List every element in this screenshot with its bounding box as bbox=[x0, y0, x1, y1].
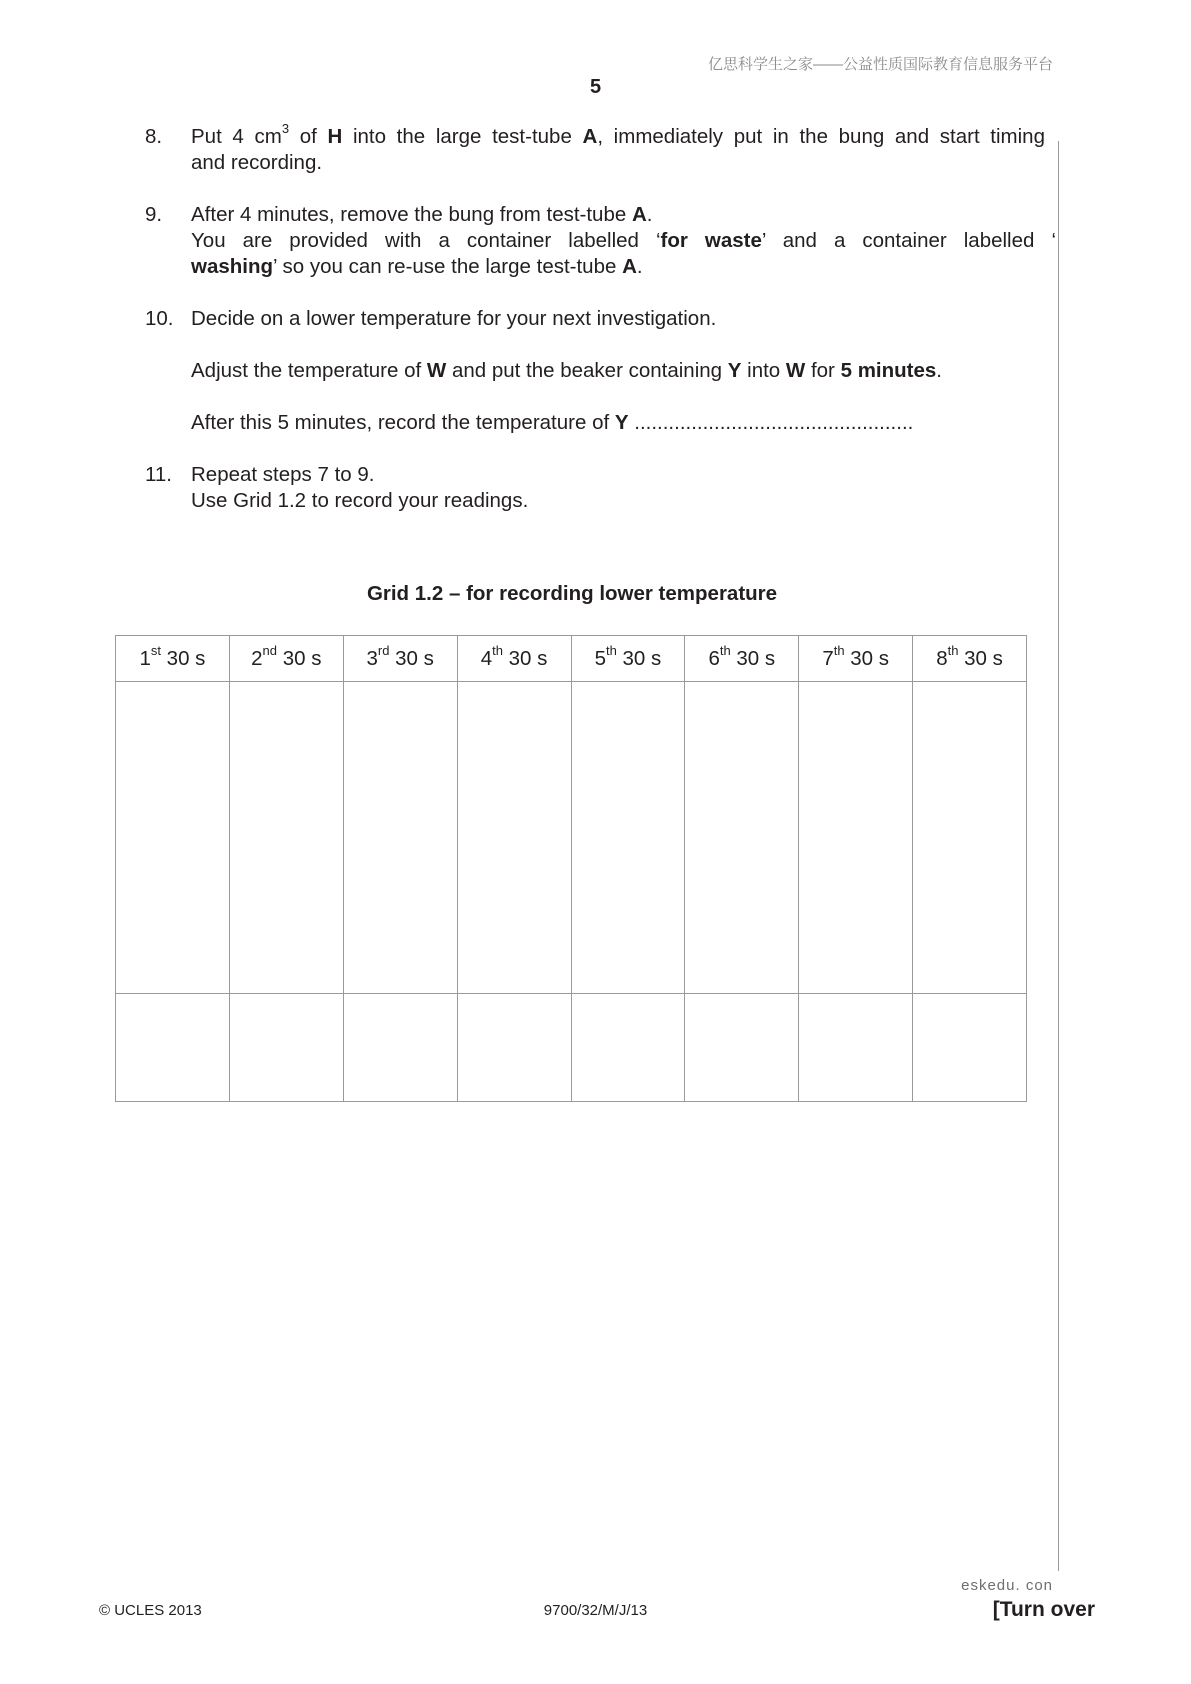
grid-cell[interactable] bbox=[913, 682, 1027, 994]
grid-cell[interactable] bbox=[571, 994, 685, 1102]
bold-text: washing bbox=[191, 255, 274, 278]
text: After this 5 minutes, record the temperature of bbox=[191, 411, 615, 434]
text: . bbox=[636, 255, 643, 278]
step-line: and recording. bbox=[191, 151, 323, 174]
text: into bbox=[741, 359, 786, 382]
bold-text: H bbox=[327, 125, 343, 148]
grid-cell[interactable] bbox=[913, 994, 1027, 1102]
grid-cell[interactable] bbox=[571, 682, 685, 994]
grid-drawing-row bbox=[116, 682, 1027, 994]
text: , immediately put in the bung and start timing bbox=[597, 125, 1045, 148]
step-line: Decide on a lower temperature for your next investigation. bbox=[191, 307, 717, 330]
step-number: 9. bbox=[145, 203, 163, 226]
grid-cell[interactable] bbox=[685, 994, 799, 1102]
grid-cell[interactable] bbox=[343, 994, 457, 1102]
grid-cell[interactable] bbox=[343, 682, 457, 994]
footer-url: eskedu. con bbox=[961, 1577, 1053, 1594]
header-site-note: 亿思科学生之家——公益性质国际教育信息服务平台 bbox=[707, 56, 1053, 73]
step-9 bbox=[145, 202, 1057, 280]
step-11 bbox=[145, 462, 1045, 514]
column-header: 7th 30 s bbox=[799, 636, 913, 682]
column-header: 1st 30 s bbox=[116, 636, 230, 682]
text: of bbox=[289, 125, 328, 148]
footer-paper-code: 9700/32/M/J/13 bbox=[543, 1602, 648, 1619]
grid-header-row bbox=[116, 636, 1027, 682]
grid-cell[interactable] bbox=[457, 682, 571, 994]
step-line bbox=[191, 228, 1056, 254]
bold-text: for waste bbox=[660, 229, 762, 252]
margin-line bbox=[1058, 141, 1059, 1571]
step-body bbox=[191, 121, 1045, 176]
grid-cell[interactable] bbox=[799, 994, 913, 1102]
turn-over-label: [Turn over bbox=[992, 1598, 1095, 1621]
bold-text: 5 minutes bbox=[840, 359, 937, 382]
answer-dots[interactable]: ................................................. bbox=[628, 411, 914, 434]
recording-grid bbox=[115, 635, 1027, 1102]
column-header: 3rd 30 s bbox=[343, 636, 457, 682]
bold-text: A bbox=[582, 125, 598, 148]
bold-text: A bbox=[622, 255, 637, 278]
superscript: 3 bbox=[281, 121, 290, 137]
step-body bbox=[191, 306, 1045, 436]
column-header: 8th 30 s bbox=[913, 636, 1027, 682]
column-header: 6th 30 s bbox=[685, 636, 799, 682]
text: . bbox=[646, 203, 653, 226]
text: Adjust the temperature of bbox=[191, 359, 427, 382]
step-line bbox=[191, 202, 1056, 228]
page-number: 5 bbox=[589, 76, 602, 98]
text: and put the beaker containing bbox=[446, 359, 728, 382]
grid-cell[interactable] bbox=[229, 994, 343, 1102]
footer-copyright: © UCLES 2013 bbox=[99, 1602, 202, 1619]
bold-text: Y bbox=[727, 359, 742, 382]
column-header: 2nd 30 s bbox=[229, 636, 343, 682]
step-body bbox=[191, 202, 1056, 280]
step-line: Use Grid 1.2 to record your readings. bbox=[191, 489, 529, 512]
grid-title: Grid 1.2 – for recording lower temperature bbox=[366, 582, 778, 605]
text: . bbox=[936, 359, 942, 382]
step-8 bbox=[145, 121, 1045, 176]
bold-text: W bbox=[785, 359, 806, 382]
column-header: 5th 30 s bbox=[571, 636, 685, 682]
grid-cell[interactable] bbox=[116, 994, 230, 1102]
step-number: 11. bbox=[145, 463, 172, 486]
text: ’ and a container labelled ‘ bbox=[761, 229, 1057, 252]
step-10 bbox=[145, 306, 1045, 436]
text: for bbox=[805, 359, 841, 382]
text: Put 4 cm bbox=[191, 125, 282, 148]
grid-result-row bbox=[116, 994, 1027, 1102]
grid-cell[interactable] bbox=[685, 682, 799, 994]
grid-cell[interactable] bbox=[799, 682, 913, 994]
step-line: Repeat steps 7 to 9. bbox=[191, 463, 375, 486]
temperature-record-line[interactable] bbox=[191, 410, 1045, 436]
text: After 4 minutes, remove the bung from test-tube bbox=[191, 203, 632, 226]
text: into the large test-tube bbox=[342, 125, 583, 148]
grid-cell[interactable] bbox=[229, 682, 343, 994]
step-number: 8. bbox=[145, 125, 163, 148]
step-line bbox=[191, 358, 1045, 384]
step-body bbox=[191, 462, 1045, 514]
bold-text: A bbox=[631, 203, 647, 226]
grid-cell[interactable] bbox=[116, 682, 230, 994]
text: You are provided with a container labelled ‘ bbox=[191, 229, 661, 252]
step-line bbox=[191, 254, 1056, 280]
step-line bbox=[191, 121, 1045, 150]
column-header: 4th 30 s bbox=[457, 636, 571, 682]
instruction-steps bbox=[145, 121, 1057, 514]
step-number: 10. bbox=[145, 307, 174, 330]
bold-text: W bbox=[426, 359, 447, 382]
text: ’ so you can re-use the large test-tube bbox=[273, 255, 623, 278]
bold-text: Y bbox=[614, 411, 629, 434]
grid-cell[interactable] bbox=[457, 994, 571, 1102]
